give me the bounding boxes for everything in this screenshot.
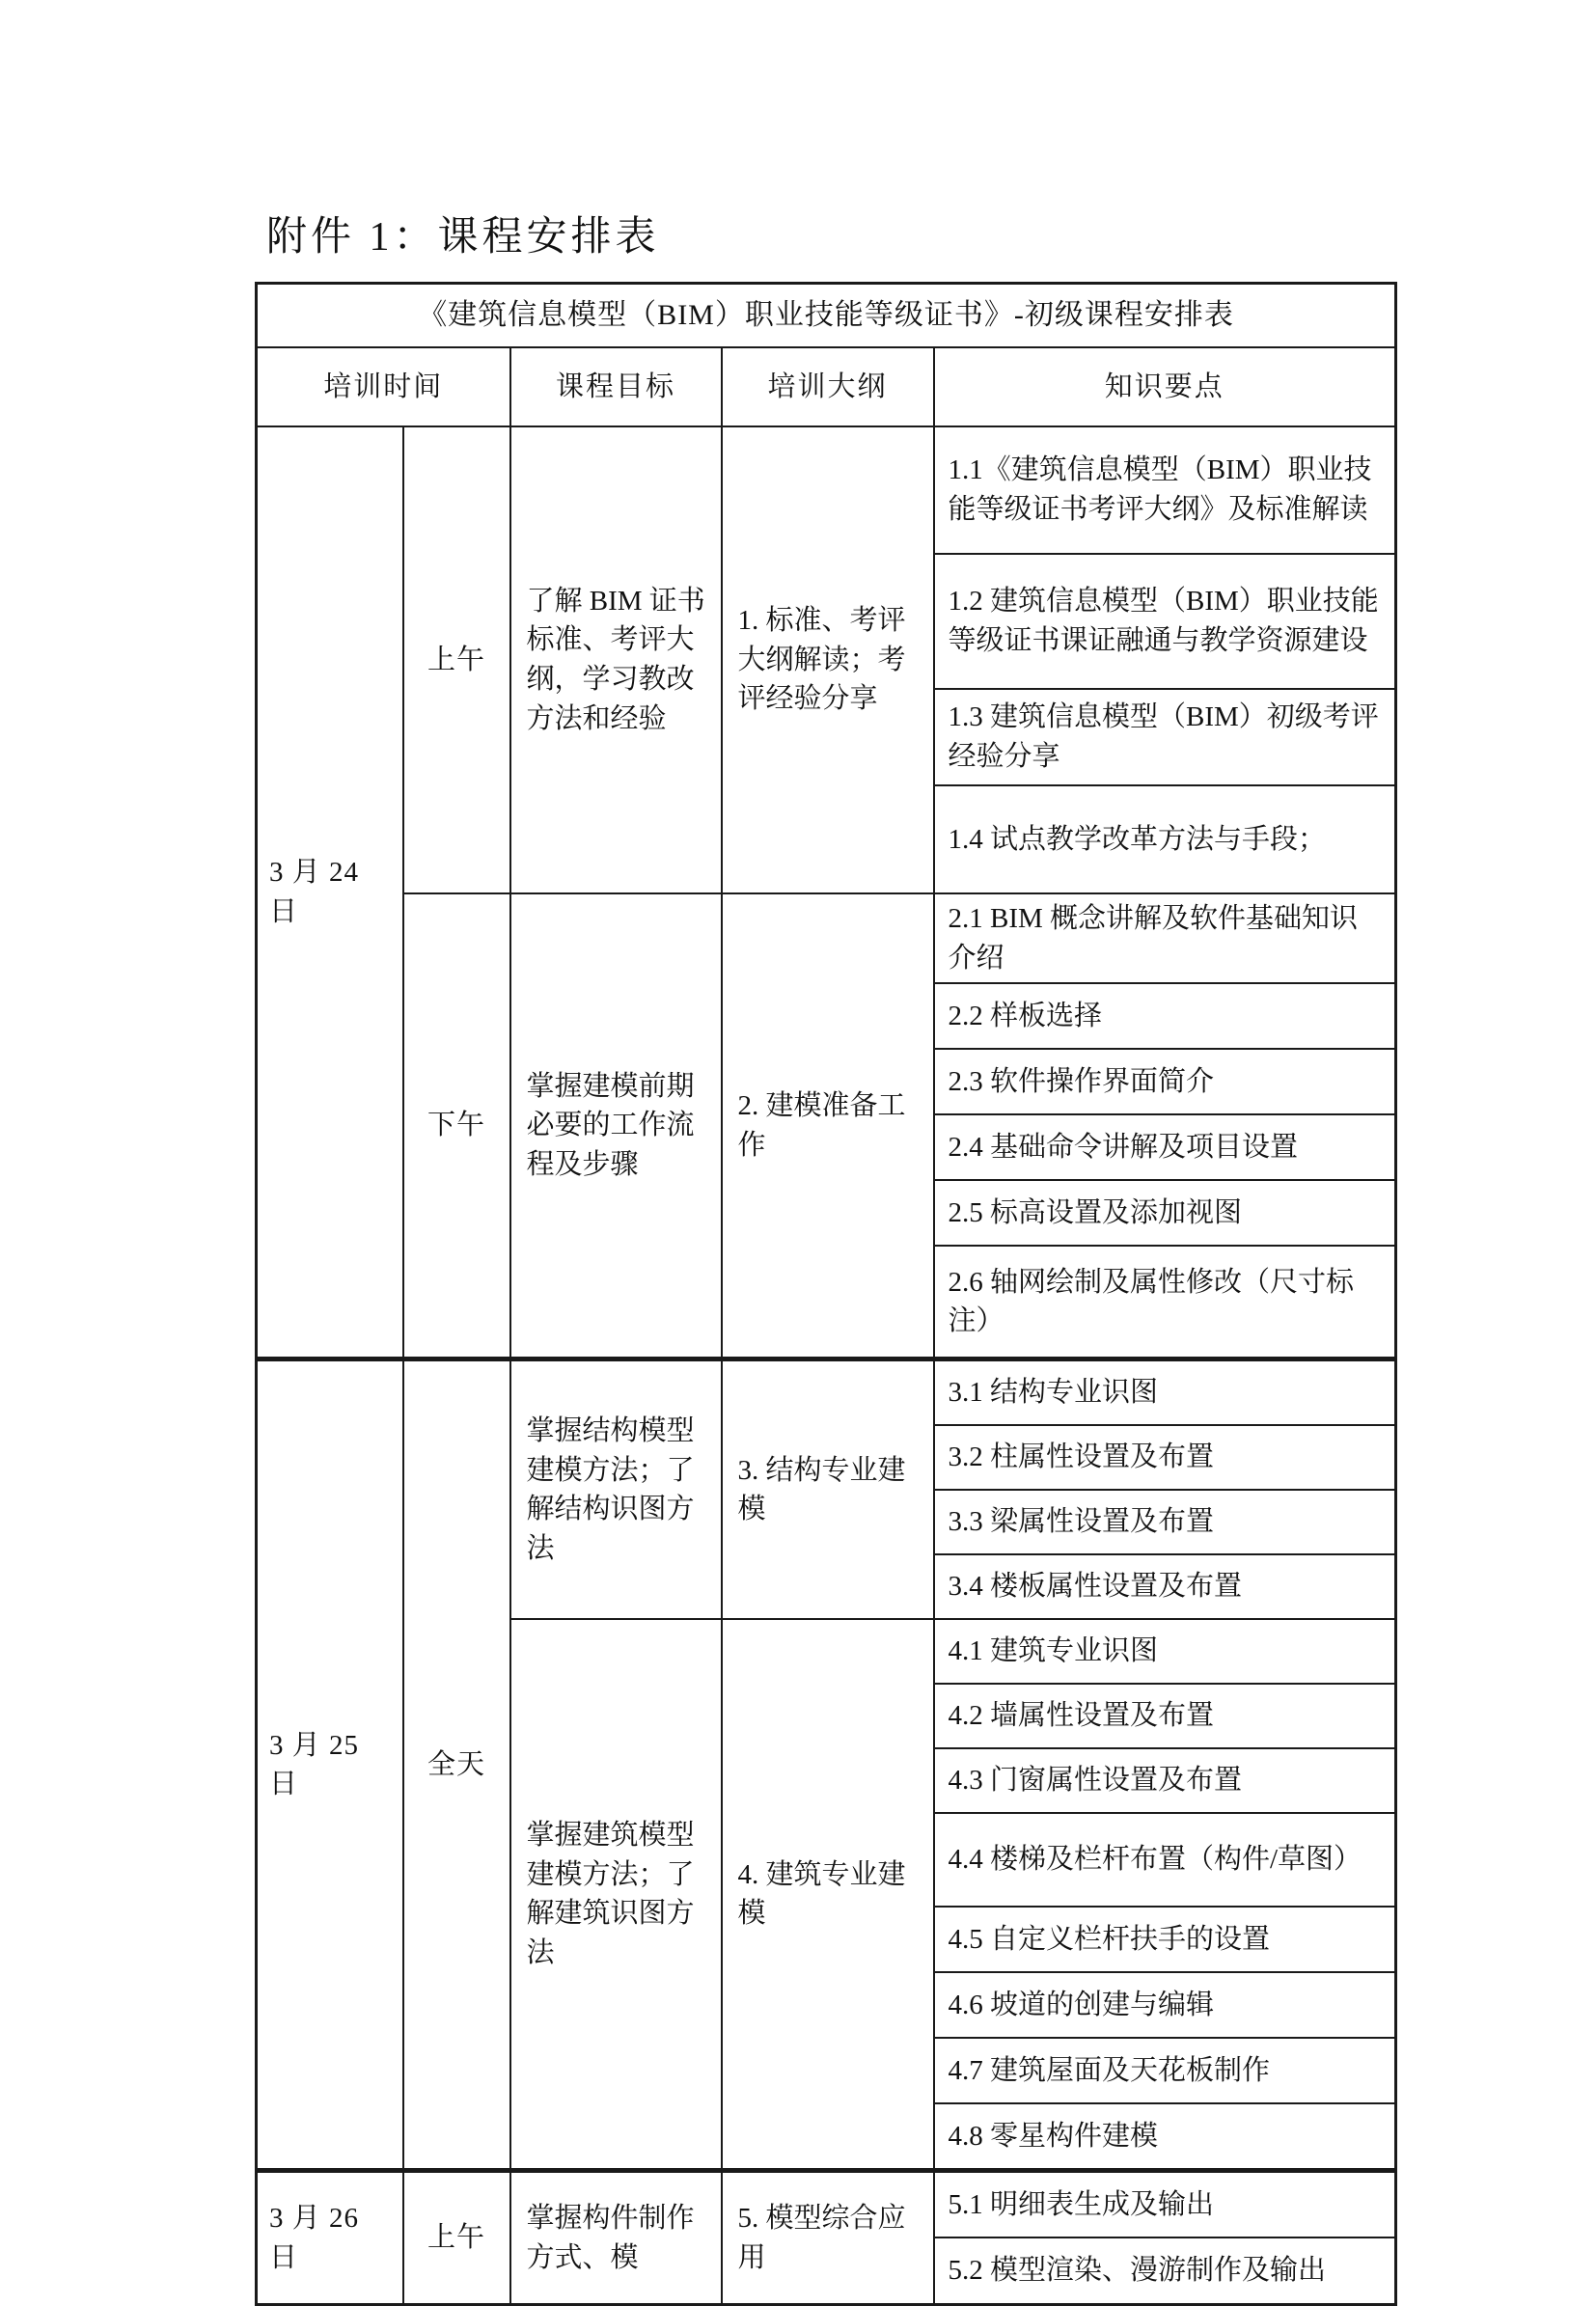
- cell-knowledge-point: 5.2 模型渲染、漫游制作及输出: [934, 2237, 1396, 2305]
- cell-knowledge-point: 2.2 样板选择: [934, 983, 1396, 1049]
- cell-session: 上午: [403, 426, 510, 893]
- cell-knowledge-point: 5.1 明细表生成及输出: [934, 2171, 1396, 2238]
- header-knowledge-points: 知识要点: [934, 347, 1396, 426]
- table-row: [257, 2171, 1396, 2238]
- table-row: [257, 1359, 1396, 1426]
- cell-knowledge-point: 4.6 坡道的创建与编辑: [934, 1972, 1396, 2038]
- cell-knowledge-point: 2.6 轴网绘制及属性修改（尺寸标注）: [934, 1246, 1396, 1359]
- table-header-row: [257, 347, 1396, 426]
- cell-knowledge-point: 4.3 门窗属性设置及布置: [934, 1748, 1396, 1813]
- cell-knowledge-point: 1.1《建筑信息模型（BIM）职业技能等级证书考评大纲》及标准解读: [934, 426, 1396, 554]
- cell-session: 全天: [403, 1359, 510, 2171]
- cell-knowledge-point: 2.3 软件操作界面简介: [934, 1049, 1396, 1114]
- header-training-outline: 培训大纲: [722, 347, 934, 426]
- table-title-row: [257, 284, 1396, 348]
- cell-knowledge-point: 1.4 试点教学改革方法与手段；: [934, 785, 1396, 893]
- cell-objective: 掌握结构模型建模方法；了解结构识图方法: [510, 1359, 722, 1620]
- cell-knowledge-point: 1.3 建筑信息模型（BIM）初级考评经验分享: [934, 689, 1396, 785]
- cell-knowledge-point: 1.2 建筑信息模型（BIM）职业技能等级证书课证融通与教学资源建设: [934, 554, 1396, 689]
- cell-knowledge-point: 2.4 基础命令讲解及项目设置: [934, 1114, 1396, 1180]
- cell-date: 3 月 26 日: [257, 2171, 403, 2305]
- cell-knowledge-point: 3.1 结构专业识图: [934, 1359, 1396, 1426]
- cell-objective: 掌握建筑模型建模方法；了解建筑识图方法: [510, 1619, 722, 2171]
- course-schedule-table: [255, 282, 1397, 2306]
- cell-knowledge-point: 4.5 自定义栏杆扶手的设置: [934, 1907, 1396, 1972]
- cell-session: 上午: [403, 2171, 510, 2305]
- table-row: [257, 893, 1396, 983]
- cell-outline: 2. 建模准备工作: [722, 893, 934, 1359]
- header-training-time: 培训时间: [257, 347, 510, 426]
- attachment-title: 附件 1：课程安排表: [266, 215, 660, 260]
- cell-knowledge-point: 3.4 楼板属性设置及布置: [934, 1554, 1396, 1619]
- cell-knowledge-point: 4.4 楼梯及栏杆布置（构件/草图）: [934, 1813, 1396, 1907]
- cell-date: 3 月 25 日: [257, 1359, 403, 2171]
- cell-outline: 1. 标准、考评大纲解读；考评经验分享: [722, 426, 934, 893]
- cell-objective: 掌握建模前期必要的工作流程及步骤: [510, 893, 722, 1359]
- header-course-objective: 课程目标: [510, 347, 722, 426]
- cell-outline: 5. 模型综合应用: [722, 2171, 934, 2305]
- cell-knowledge-point: 3.3 梁属性设置及布置: [934, 1490, 1396, 1554]
- cell-knowledge-point: 4.1 建筑专业识图: [934, 1619, 1396, 1684]
- cell-date: 3 月 24 日: [257, 426, 403, 1359]
- table-row: [257, 426, 1396, 554]
- cell-objective: 掌握构件制作方式、模: [510, 2171, 722, 2305]
- cell-outline: 4. 建筑专业建模: [722, 1619, 934, 2171]
- cell-knowledge-point: 2.1 BIM 概念讲解及软件基础知识介绍: [934, 893, 1396, 983]
- cell-outline: 3. 结构专业建模: [722, 1359, 934, 1620]
- cell-knowledge-point: 4.8 零星构件建模: [934, 2103, 1396, 2171]
- cell-knowledge-point: 2.5 标高设置及添加视图: [934, 1180, 1396, 1246]
- cell-knowledge-point: 3.2 柱属性设置及布置: [934, 1425, 1396, 1490]
- cell-knowledge-point: 4.7 建筑屋面及天花板制作: [934, 2038, 1396, 2103]
- cell-objective: 了解 BIM 证书标准、考评大纲，学习教改方法和经验: [510, 426, 722, 893]
- cell-knowledge-point: 4.2 墙属性设置及布置: [934, 1684, 1396, 1748]
- cell-session: 下午: [403, 893, 510, 1359]
- table-title: 《建筑信息模型（BIM）职业技能等级证书》-初级课程安排表: [257, 284, 1396, 348]
